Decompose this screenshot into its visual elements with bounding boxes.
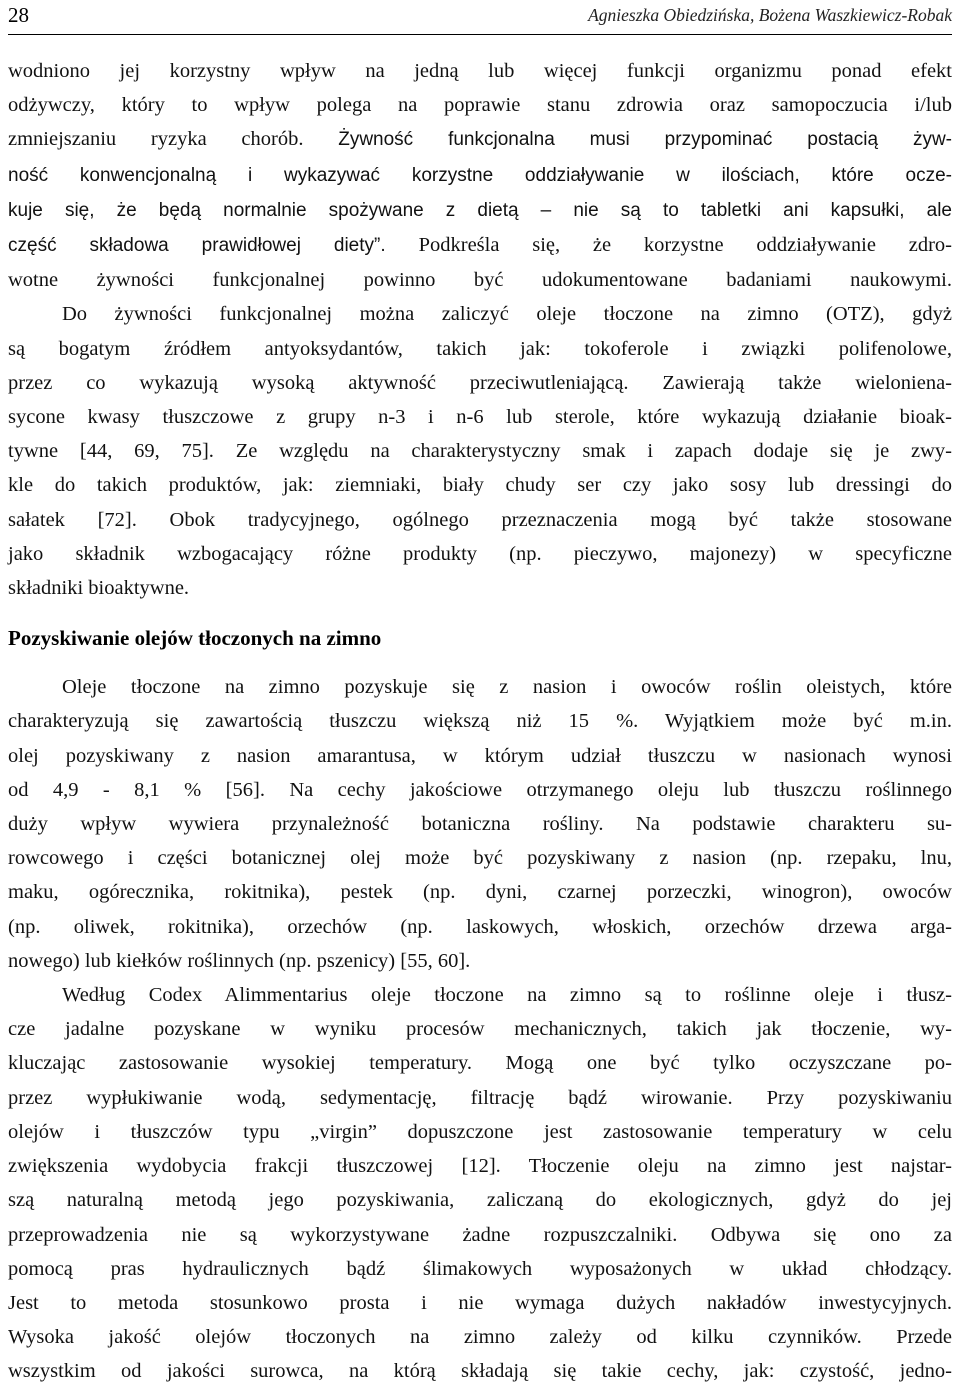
- text-line: [8, 807, 952, 841]
- text-line: [8, 400, 952, 434]
- text-run: kuje się, że będą normalnie spożywane z dietą – nie są to tabletki ani kapsułki, ale: [8, 199, 952, 221]
- text-run: są bogatym źródłem antyoksydantów, takich jak: tokoferole i związki polifenolowe,: [8, 337, 952, 360]
- text-run: sałatek [72]. Obok tradycyjnego, ogólnego przeznaczenia mogą być także stosowane: [8, 508, 952, 531]
- text-run: wotne żywności funkcjonalnej powinno być udokumentowane badaniami naukowymi.: [8, 269, 952, 292]
- text-line: [8, 978, 952, 1012]
- text-run: maku, ogórecznika, rokitnika), pestek (np. dyni, czarnej porzeczki, winogron), owoców: [8, 881, 952, 904]
- text-line: [8, 503, 952, 537]
- text-line: [8, 537, 952, 571]
- paragraph-cold-pressed-oils-bioactive: [8, 297, 952, 605]
- text-line: [8, 1183, 952, 1217]
- text-run: wszystkim od jakości surowca, na którą składają się takie cechy, jak: czystość, jedno-: [8, 1360, 952, 1383]
- text-run: Oleje tłoczone na zimno pozyskuje się z nasion i owoców roślin oleistych, które: [62, 676, 952, 699]
- text-run: szą naturalną metodą jego pozyskiwania, zaliczaną do ekologicznych, gdyż do jej: [8, 1189, 952, 1212]
- text-line: [8, 366, 952, 400]
- text-run: wodniono jej korzystny wpływ na jedną lub więcej funkcji organizmu ponad efekt: [8, 60, 952, 82]
- text-run: pomocą pras hydraulicznych bądź ślimakowych wyposażonych w układ chłodzący.: [8, 1257, 952, 1280]
- text-line: [8, 1149, 952, 1183]
- text-run: przeprowadzenia nie są wykorzystywane żadne rozpuszczalniki. Odbywa się ono za: [8, 1223, 952, 1246]
- text-line: [8, 1081, 952, 1115]
- text-run: przez wypłukiwanie wodą, sedymentację, filtrację bądź wirowanie. Przy pozyskiwaniu: [8, 1086, 952, 1109]
- text-run: Do żywności funkcjonalnej można zaliczyć oleje tłoczone na zimno (OTZ), gdyż: [62, 303, 952, 326]
- text-line: [8, 1252, 952, 1286]
- text-line: [8, 468, 952, 502]
- text-line: [8, 263, 952, 297]
- text-run: duży wpływ wywiera przynależność botaniczna rośliny. Na podstawie charakteru su-: [8, 813, 952, 836]
- text-line: [8, 228, 952, 263]
- text-run: Według Codex Alimmentarius oleje tłoczone na zimno są to roślinne oleje i tłusz-: [62, 984, 952, 1007]
- text-run: nowego) lub kiełków roślinnych (np. pszenicy) [55, 60].: [8, 949, 471, 972]
- page-number: 28: [8, 3, 29, 27]
- text-run: kle do takich produktów, jak: ziemniaki, biały chudy ser czy jako sosy lub dressingi do: [8, 474, 952, 497]
- text-run: cze jadalne pozyskane w wyniku procesów mechanicznych, takich jak tłoczenie, wy-: [8, 1018, 952, 1041]
- text-run: (np. oliwek, rokitnika), orzechów (np. laskowych, włoskich, orzechów drzewa arga-: [8, 915, 952, 938]
- text-line: [8, 739, 952, 773]
- article-body: [8, 54, 952, 1389]
- text-line: [8, 944, 952, 978]
- paragraph-codex-definition: [8, 978, 952, 1388]
- text-line: [8, 332, 952, 366]
- text-run: część składowa prawidłowej diety”.: [8, 235, 419, 257]
- text-line: [8, 88, 952, 122]
- text-run: od 4,9 - 8,1 % [56]. Na cechy jakościowe otrzymanego oleju lub tłuszczu roślinnego: [8, 778, 952, 801]
- text-line: [8, 1012, 952, 1046]
- text-line: [8, 670, 952, 704]
- paragraph-functional-food-definition: [8, 54, 952, 297]
- text-run: ność konwencjonalną i wykazywać korzystne oddziaływanie w ilościach, które ocze-: [8, 164, 952, 186]
- text-line: [8, 1320, 952, 1354]
- text-line: [8, 1115, 952, 1149]
- text-run: składniki bioaktywne.: [8, 577, 190, 600]
- text-run: odżywczy, który to wpływ polega na poprawie stanu zdrowia oraz samopoczucia i/lub: [8, 94, 952, 117]
- text-run: tywne [44, 69, 75]. Ze względu na charakterystyczny smak i zapach dodaje się je zwy-: [8, 440, 952, 463]
- text-line: [8, 1286, 952, 1320]
- text-line: [8, 54, 952, 88]
- text-line: [8, 193, 952, 228]
- text-run: zmniejszaniu ryzyka chorób.: [8, 128, 339, 151]
- text-run: kluczając zastosowanie wysokiej temperatury. Mogą one być tylko oczyszczane po-: [8, 1052, 952, 1075]
- section-heading: Pozyskiwanie olejów tłoczonych na zimno: [8, 626, 382, 651]
- text-run: olejów i tłuszczów typu „virgin” dopuszczone jest zastosowanie temperatury w celu: [8, 1120, 952, 1143]
- text-run: sycone kwasy tłuszczowe z grupy n-3 i n-6 lub sterole, które wykazują działanie bioak-: [8, 406, 952, 429]
- author-running-head: Agnieszka Obiedzińska, Bożena Waszkiewicz-Robak: [588, 5, 952, 25]
- text-line: [8, 875, 952, 909]
- text-run: olej pozyskiwany z nasion amarantusa, w którym udział tłuszczu w nasionach wynosi: [8, 744, 952, 767]
- text-line: [8, 434, 952, 468]
- text-run: przez co wykazują wysoką aktywność przeciwutleniającą. Zawierają także wielonienа-: [8, 371, 952, 394]
- text-run: charakteryzują się zawartością tłuszczu większą niż 15 %. Wyjątkiem może być m.in.: [8, 710, 952, 733]
- text-run: zwiększenia wydobycia frakcji tłuszczowej [12]. Tłoczenie oleju na zimno jest najstar-: [8, 1155, 952, 1178]
- text-line: [8, 1046, 952, 1080]
- text-line: [8, 297, 952, 331]
- text-line: [8, 571, 952, 605]
- text-run: Podkreśla się, że korzystne oddziaływanie zdro-: [418, 234, 952, 257]
- text-line: [8, 773, 952, 807]
- text-run: Wysoka jakość olejów tłoczonych na zimno zależy od kilku czynników. Przede: [8, 1326, 952, 1349]
- text-line: [8, 704, 952, 738]
- text-line: [8, 1218, 952, 1252]
- text-line: [8, 910, 952, 944]
- text-run: Żywność funkcjonalna musi przypominać postacią żyw-: [338, 129, 952, 151]
- text-line: [8, 841, 952, 875]
- text-run: jako składnik wzbogacający różne produkty (np. pieczywo, majonezy) w specyficzne: [8, 542, 952, 565]
- text-line: [8, 158, 952, 193]
- text-line: [8, 1354, 952, 1388]
- paragraph-oil-sources: [8, 670, 952, 978]
- text-line: [8, 122, 952, 157]
- text-run: rowcowego i części botanicznej olej może być pozyskiwany z nasion (np. rzepaku, lnu,: [8, 847, 952, 870]
- text-run: Jest to metoda stosunkowo prosta i nie wymaga dużych nakładów inwestycyjnych.: [8, 1291, 952, 1314]
- running-header: [8, 0, 952, 35]
